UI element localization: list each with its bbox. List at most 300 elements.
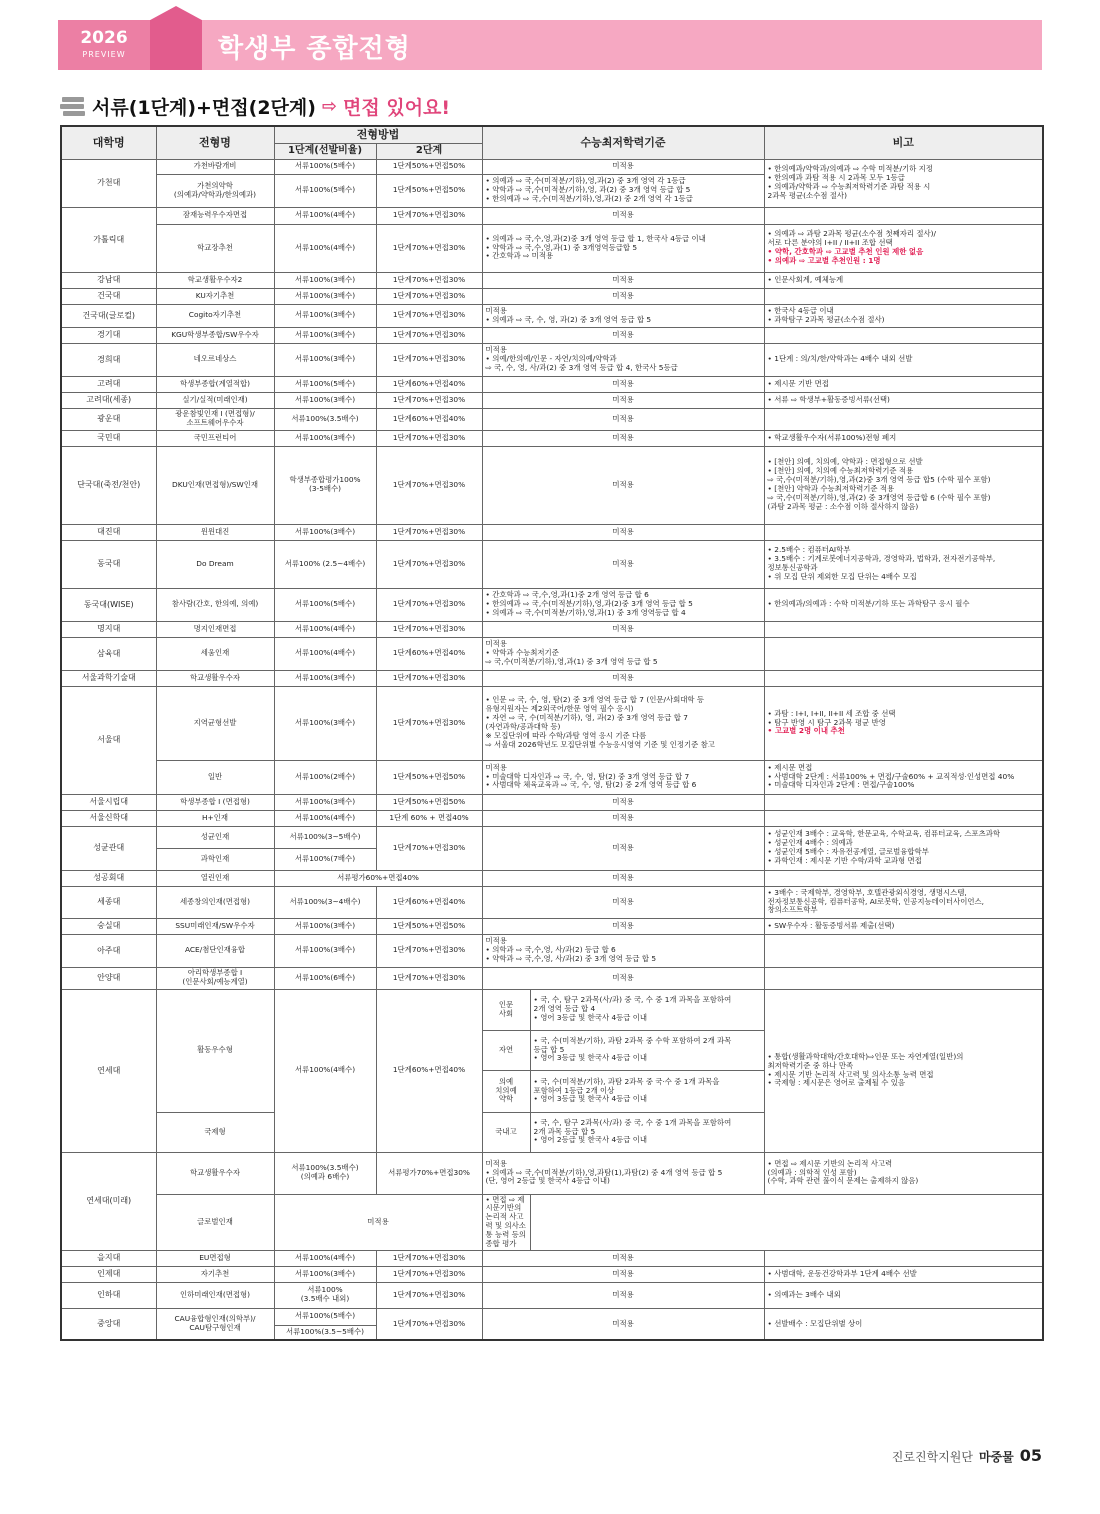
min-standard (482, 430, 764, 446)
stage1-text: 서류100%(3~5배수) (289, 831, 361, 841)
bookmark-ribbon-icon (150, 6, 202, 70)
stage2 (376, 540, 482, 588)
min-standard (530, 989, 764, 1030)
admission-type (156, 621, 274, 637)
admission-type-text: 글로벌인재 (197, 1216, 233, 1226)
note (764, 224, 1043, 272)
note-text: • 한국사 4등급 이내 • 과학탐구 2과목 평균(소수점 절사) (767, 305, 885, 324)
univ-name (61, 376, 156, 392)
col-min: 수능최저학력기준 (482, 126, 764, 159)
stage2 (376, 1250, 482, 1266)
stage2-text: 1단계50%+면접50% (392, 920, 466, 930)
min-category-text: 인문 사회 (498, 999, 514, 1018)
stage2-text: 1단계70%+면접30% (392, 972, 466, 982)
univ-name (61, 826, 156, 870)
stage2-text: 1단계70%+면접30% (392, 945, 466, 955)
min-standard-text: 미적용 (612, 972, 634, 982)
note-text: • 제시문 면접 • 사범대학 2단계 : 서류100% + 면접/구술60% + 교직적성·인성면접 40% • 미술대학 디자인과 2단계 : 면접/구술100% (767, 762, 1015, 790)
note (764, 524, 1043, 540)
table-row (61, 1250, 1043, 1266)
min-standard (482, 207, 764, 224)
table-row (61, 446, 1043, 524)
stage2 (376, 376, 482, 392)
min-standard (482, 621, 764, 637)
note (764, 376, 1043, 392)
min-standard (482, 159, 764, 174)
stage1 (274, 967, 376, 989)
min-standard-text: 미적용 • 의예과 ⇨ 국, 수, 영, 과(2) 중 3개 영역 등급 합 5 (485, 305, 652, 324)
note-text: • 1단계 : 의/치/한/약학과는 4배수 내외 선발 (767, 354, 913, 364)
min-standard-text: 미적용 • 의예/한의예/인문 - 자연/치의예/약학과 ⇨ 국, 수, 영, 사/과(2) 중 3개 영역 등급 합 4, 한국사 5등급 (485, 345, 678, 372)
univ-name-text: 명지대 (97, 624, 121, 634)
min-standard (482, 446, 764, 524)
stage2-text: 1단계70%+면접30% (392, 623, 466, 633)
min-standard (482, 272, 764, 288)
page-footer (892, 1446, 1042, 1465)
min-standard-text: 미적용 (367, 1216, 389, 1226)
admission-type (156, 1308, 274, 1340)
table-row (61, 430, 1043, 446)
min-standard-text: • 의예과 ⇨ 국,수,영,과(2)중 3개 영역 등급 합 1, 한국사 4등급 이내 • 약학과 ⇨ 국,수,영,과(1) 중 3개영역등급합 5 • 간호학과 ⇨ 미적용 (485, 233, 706, 261)
admission-type-text: SSU미래인재/SW우수자 (175, 920, 255, 930)
univ-name (61, 1152, 156, 1250)
min-standard (482, 588, 764, 621)
univ-name-text: 국민대 (97, 433, 121, 443)
admission-type (156, 1250, 274, 1266)
admission-type-text: 자기추천 (200, 1268, 230, 1278)
stage2 (376, 670, 482, 686)
stage1 (274, 272, 376, 288)
stage2-text: 1단계70%+면접30% (392, 599, 466, 609)
col-univ: 대학명 (61, 126, 156, 159)
min-standard-text: • 국, 수, 탐구 2과목(사/과) 중 국, 수 중 1개 과목을 포함하여 2개 영역 등급 합 4 • 영어 3등급 및 한국사 4등급 이내 (533, 995, 732, 1022)
stage2 (376, 343, 482, 376)
note (764, 1250, 1043, 1266)
stage1 (274, 918, 376, 934)
stage2 (376, 588, 482, 621)
table-row (61, 810, 1043, 826)
note-text: • 학교생활우수자(서류100%)전형 폐지 (767, 432, 897, 442)
stage2 (376, 686, 482, 760)
stage2 (376, 989, 482, 1152)
table-row (61, 637, 1043, 670)
note (764, 670, 1043, 686)
stage2 (376, 794, 482, 810)
admission-type-text: 가천바람개비 (193, 161, 237, 171)
univ-name (61, 918, 156, 934)
section-highlight: 면접 있어요! (343, 96, 451, 119)
stage1 (274, 588, 376, 621)
stage1-text: 서류100%(6배수) (294, 972, 356, 982)
univ-name (61, 327, 156, 343)
min-standard (482, 327, 764, 343)
stage1-text: 서류100%(3~4배수) (289, 896, 361, 906)
admission-type-text: 네오르네상스 (193, 354, 237, 364)
stage2 (376, 174, 482, 207)
stage2 (376, 272, 482, 288)
note (764, 288, 1043, 304)
univ-name (61, 670, 156, 686)
stage2 (376, 918, 482, 934)
stage1-text: 서류100%(3배수) (294, 274, 356, 284)
admission-type (156, 810, 274, 826)
stage1-text: 서류100%(3배수) (294, 526, 356, 536)
col-method: 전형방법 (274, 126, 482, 143)
note (764, 1152, 1043, 1194)
univ-name (61, 1250, 156, 1266)
admission-type-text: EU면접형 (199, 1252, 231, 1262)
note (764, 159, 1043, 207)
stage1-text: 서류100%(4배수) (294, 648, 356, 658)
table-row (61, 272, 1043, 288)
stage1-text: 서류100%(3.5~5배수) (285, 1327, 365, 1337)
min-standard-text: 미적용 (612, 290, 634, 300)
stage2 (376, 524, 482, 540)
note (764, 304, 1043, 327)
note-text: • 인문사회계, 예체능계 (767, 274, 844, 284)
univ-name (61, 637, 156, 670)
min-category (482, 989, 530, 1030)
stage2-text: 1단계70%+면접30% (392, 432, 466, 442)
univ-name (61, 810, 156, 826)
univ-name (61, 989, 156, 1152)
admission-type (156, 967, 274, 989)
univ-name-text: 고려대 (97, 379, 121, 389)
table-row (61, 376, 1043, 392)
min-standard (482, 918, 764, 934)
univ-name (61, 967, 156, 989)
univ-name-text: 건국대(글로컬) (82, 310, 136, 320)
note-text: • 한의예과/의예과 : 수학 미적분/기하 또는 과학탐구 응시 필수 (767, 599, 970, 609)
table-row (61, 870, 1043, 886)
univ-name (61, 288, 156, 304)
note (764, 588, 1043, 621)
univ-name-text: 서울시립대 (89, 797, 129, 807)
stage1 (274, 794, 376, 810)
stage2-text: 1단계70%+면접30% (392, 290, 466, 300)
note-text: • 서류 ⇨ 학생부+활동증빙서류(선택) (767, 394, 890, 404)
min-standard-text: 미적용 (612, 479, 634, 489)
stage2-text: 1단계60%+면접40% (392, 413, 466, 423)
min-standard (482, 794, 764, 810)
stage2-text: 1단계70%+면접30% (392, 310, 466, 320)
stage1 (274, 524, 376, 540)
min-standard (482, 886, 764, 918)
min-standard (482, 524, 764, 540)
stage1-text: 학생부종합평가100% (3-5배수) (289, 475, 361, 493)
admission-type-text: 실기/실적(미래인재) (182, 394, 248, 404)
col-note: 비고 (764, 126, 1043, 159)
min-category-text: 국내고 (495, 1126, 517, 1136)
admission-type (156, 327, 274, 343)
univ-name-text: 서울신학대 (89, 813, 129, 823)
stage1 (274, 392, 376, 408)
stage2 (376, 1308, 482, 1340)
admission-type (156, 376, 274, 392)
min-standard (482, 540, 764, 588)
admission-type-text: Do Dream (196, 558, 234, 568)
univ-name-text: 광운대 (97, 414, 121, 424)
stage2 (376, 430, 482, 446)
stage1 (274, 1325, 376, 1340)
table-row (61, 288, 1043, 304)
univ-name (61, 794, 156, 810)
stage1-text: 서류100%(4배수) (294, 210, 356, 220)
stage2-text: 1단계70%+면접30% (392, 274, 466, 284)
stage2 (376, 159, 482, 174)
min-category-text: 자연 (498, 1044, 514, 1054)
min-standard-text: • 국, 수(미적분/기하), 과탐 2과목 중 수학 포함하여 2개 과목 등급 합 5 • 영어 3등급 및 한국사 4등급 이내 (533, 1035, 732, 1063)
min-standard (482, 637, 764, 670)
univ-name-text: 아주대 (97, 945, 121, 955)
table-row (61, 159, 1043, 174)
min-standard-text: 미적용 (612, 1318, 634, 1328)
stage1-text: 서류100%(4배수) (294, 812, 356, 822)
note-text: • 과탐 : I+I, I+II, II+II 세 조합 중 선택 • 탐구 반영 시 탐구 2과목 평균 반영 (767, 708, 896, 727)
footer-name: 마중물 (978, 1450, 1014, 1464)
min-standard (482, 934, 764, 967)
univ-name-text: 인하대 (97, 1290, 121, 1300)
admission-type (156, 224, 274, 272)
admission-type (156, 1266, 274, 1282)
stage1 (274, 288, 376, 304)
table-row (61, 1194, 1043, 1250)
univ-name-text: 서울대 (97, 735, 121, 745)
univ-name-text: 숭실대 (97, 921, 121, 931)
note (764, 870, 1043, 886)
stage2-text: 1단계70%+면접30% (392, 526, 466, 536)
stage1 (274, 670, 376, 686)
min-standard (530, 1070, 764, 1112)
admission-type-text: 과학인재 (200, 853, 230, 863)
admission-type-text: 세움인재 (200, 648, 230, 658)
stage1 (274, 1152, 376, 1194)
stage1-text: 서류100%(7배수) (294, 853, 356, 863)
stage2-text: 1단계70%+면접30% (392, 842, 466, 852)
note (764, 637, 1043, 670)
min-standard-text: 미적용 (612, 432, 634, 442)
min-standard-text: 미적용 (612, 394, 634, 404)
stage2 (376, 810, 482, 826)
stage1 (274, 621, 376, 637)
table-row (61, 621, 1043, 637)
stage1 (274, 760, 376, 794)
stage2 (376, 224, 482, 272)
min-standard (482, 686, 764, 760)
min-standard (482, 408, 764, 430)
stage1-text: 서류100%(3.5배수) (291, 413, 359, 423)
admission-type-text: 국제형 (204, 1126, 226, 1136)
univ-name (61, 392, 156, 408)
stage1 (274, 446, 376, 524)
stage2 (376, 886, 482, 918)
page-number: 05 (1019, 1446, 1042, 1465)
col-type: 전형명 (156, 126, 274, 159)
min-standard-text: 미적용 (612, 526, 634, 536)
table-row (61, 1152, 1043, 1194)
admission-type (156, 408, 274, 430)
note (764, 1308, 1043, 1340)
stage2-text: 1단계70%+면접30% (392, 242, 466, 252)
min-category (482, 1030, 530, 1070)
col-stage1: 1단계(선발비율) (274, 143, 376, 159)
stage1-text: 서류100%(5배수) (294, 599, 356, 609)
table-row (61, 1308, 1043, 1325)
table-row (61, 1282, 1043, 1308)
stage1-text: 서류100%(3배수) (294, 310, 356, 320)
stage1-text: 서류100%(3배수) (294, 354, 356, 364)
univ-name-text: 동국대(WISE) (83, 599, 134, 609)
note (764, 826, 1043, 870)
stage2-text: 1단계70%+면접30% (392, 329, 466, 339)
stage1 (274, 304, 376, 327)
stage2-text: 1단계60%+면접40% (392, 648, 466, 658)
note (764, 967, 1043, 989)
table-row (61, 1266, 1043, 1282)
admission-type (156, 760, 274, 794)
admission-type (156, 1282, 274, 1308)
admission-type-text: 참사람(간호, 한의예, 의예) (171, 599, 259, 609)
stage1-text: 서류100%(2배수) (294, 771, 356, 781)
admission-type (156, 446, 274, 524)
stage2-text: 1단계60%+면접40% (392, 1065, 466, 1075)
univ-name (61, 524, 156, 540)
note (764, 621, 1043, 637)
min-standard (482, 810, 764, 826)
min-standard (482, 343, 764, 376)
stage1-text: 서류평가60%+면접40% (337, 872, 419, 882)
univ-name (61, 272, 156, 288)
admission-type-text: 세종창의인재(면접형) (179, 896, 251, 906)
stage2 (376, 621, 482, 637)
note-highlight: • 약학, 간호학과 ⇨ 고교별 추천 인원 제한 없음 • 의예과 ⇨ 고교별 추천인원 : 1명 (767, 247, 924, 265)
stage1 (274, 430, 376, 446)
univ-name-text: 성균관대 (93, 843, 125, 853)
col-stage2: 2단계 (376, 143, 482, 159)
stage2-text: 1단계50%+면접50% (392, 161, 466, 171)
min-standard-text: 미적용 (612, 210, 634, 220)
stage2-text: 1단계70%+면접30% (392, 1289, 466, 1299)
stage1 (274, 343, 376, 376)
univ-name-text: 경희대 (97, 354, 121, 364)
stage1-text: 서류100%(4배수) (294, 1252, 356, 1262)
admission-type (156, 886, 274, 918)
min-category (482, 1112, 530, 1152)
table-row (61, 967, 1043, 989)
min-standard-text: 미적용 (612, 378, 634, 388)
admission-type (156, 174, 274, 207)
footer-org: 진로진학지원단 (891, 1450, 973, 1464)
admission-type (156, 934, 274, 967)
admission-type (156, 1112, 274, 1152)
admission-type-text: 학교생활우수자 (190, 1167, 240, 1177)
admission-type (156, 588, 274, 621)
admission-type-text: 열린인재 (200, 872, 230, 882)
univ-name (61, 408, 156, 430)
stage2 (376, 934, 482, 967)
table-row (61, 794, 1043, 810)
note-text: • SW우수자 : 활동증빙서류 제출(선택) (767, 920, 895, 930)
admission-type (156, 392, 274, 408)
admission-type (156, 430, 274, 446)
stage1 (274, 408, 376, 430)
stage2 (376, 408, 482, 430)
univ-name-text: 단국대(죽전/천안) (77, 480, 141, 490)
note (764, 408, 1043, 430)
admission-type-text: 학교생활우수자 (190, 672, 240, 682)
table-row (61, 392, 1043, 408)
admission-type-text: 명지인재면접 (193, 623, 237, 633)
admission-type (156, 524, 274, 540)
stage1-text: 서류100%(3.5배수) (의예과 6배수) (291, 1163, 359, 1181)
univ-name (61, 343, 156, 376)
univ-name (61, 540, 156, 588)
univ-name-text: 삼육대 (97, 648, 121, 658)
stage1 (274, 637, 376, 670)
stage2-text: 1단계60%+면접40% (392, 378, 466, 388)
note (764, 392, 1043, 408)
univ-name-text: 가톨릭대 (93, 234, 125, 244)
note-text: • 3배수 : 국제학부, 경영학부, 호텔관광외식경영, 생명시스템, 전자정보통신공학, 컴퓨터공학, AI로봇학, 인공지능데이터사이언스, 창의소프트학부 (767, 887, 984, 915)
admission-type-text: 학교생활우수자2 (187, 274, 243, 284)
min-standard (482, 967, 764, 989)
stage1 (274, 327, 376, 343)
min-standard (482, 288, 764, 304)
stage2-text: 1단계70%+면접30% (392, 479, 466, 489)
min-standard (482, 760, 764, 794)
note (764, 794, 1043, 810)
min-standard-text: • 의예과 ⇨ 국,수(미적분/기하),영,과(2) 중 3개 영역 각 1등급 • 약학과 ⇨ 국,수(미적분/기하),영, 과(2) 중 3개 영역 등급 합 5 • 한의예과 ⇨ 국,수(미적분/기하),영,과(2) 중 2개 영역 각 1등급 (485, 176, 693, 203)
min-standard-text: 미적용 (612, 920, 634, 930)
stage1-text: 서류100% (2.5~4배수) (284, 558, 366, 568)
stage1-text: 서류100%(4배수) (294, 1065, 356, 1075)
admission-type-text: H+인재 (201, 812, 229, 822)
univ-name (61, 686, 156, 794)
note (764, 686, 1043, 760)
min-standard-text: • 간호학과 ⇨ 국,수,영,과(1)중 2개 영역 등급 합 6 • 한의예과 ⇨ 국,수(미적분/기하),영,과(2)중 3개 영역 등급 합 5 • 의예과 ⇨ 국,수(미적분/기하),영,과(1) 중 3개 영역등급 합 4 (485, 590, 693, 617)
stage2-text: 1단계70%+면접30% (392, 1318, 466, 1328)
univ-name-text: 중앙대 (97, 1319, 121, 1329)
table-row (61, 826, 1043, 848)
note (764, 934, 1043, 967)
stage1 (274, 1250, 376, 1266)
table-row (61, 918, 1043, 934)
header-preview: PREVIEW (82, 50, 126, 59)
min-standard-text: 미적용 • 약학과 수능최저기준 ⇨ 국,수(미적분/기하),영,과(1) 중 3개 영역 등급 합 5 (485, 639, 658, 666)
min-category (482, 1070, 530, 1112)
stage1-text: 서류100%(3배수) (294, 796, 356, 806)
stage2 (376, 207, 482, 224)
stage1-text: 서류100%(3배수) (294, 717, 356, 727)
univ-name-text: 강남대 (97, 275, 121, 285)
min-standard-text: 미적용 (612, 1252, 634, 1262)
stage1-text: 서류100%(3배수) (294, 290, 356, 300)
admission-type-text: 가천의약학 (의예과/약학과/한의예과) (173, 180, 257, 199)
admission-type-text: 지역균형선발 (193, 717, 237, 727)
min-standard-text: 미적용 (612, 413, 634, 423)
univ-name (61, 430, 156, 446)
univ-name (61, 1308, 156, 1340)
note (764, 327, 1043, 343)
univ-name-text: 건국대 (97, 291, 121, 301)
min-category-text: 의예 치의예 약학 (495, 1076, 517, 1104)
stage1-text: 서류100%(3배수) (294, 394, 356, 404)
note (764, 918, 1043, 934)
admission-type-text: 성균인재 (200, 831, 230, 841)
note (764, 430, 1043, 446)
note-text: • 의예과는 3배수 내외 (767, 1289, 841, 1299)
admission-type-text: CAU융합형인재(의학부)/ CAU탐구형인재 (174, 1314, 256, 1332)
